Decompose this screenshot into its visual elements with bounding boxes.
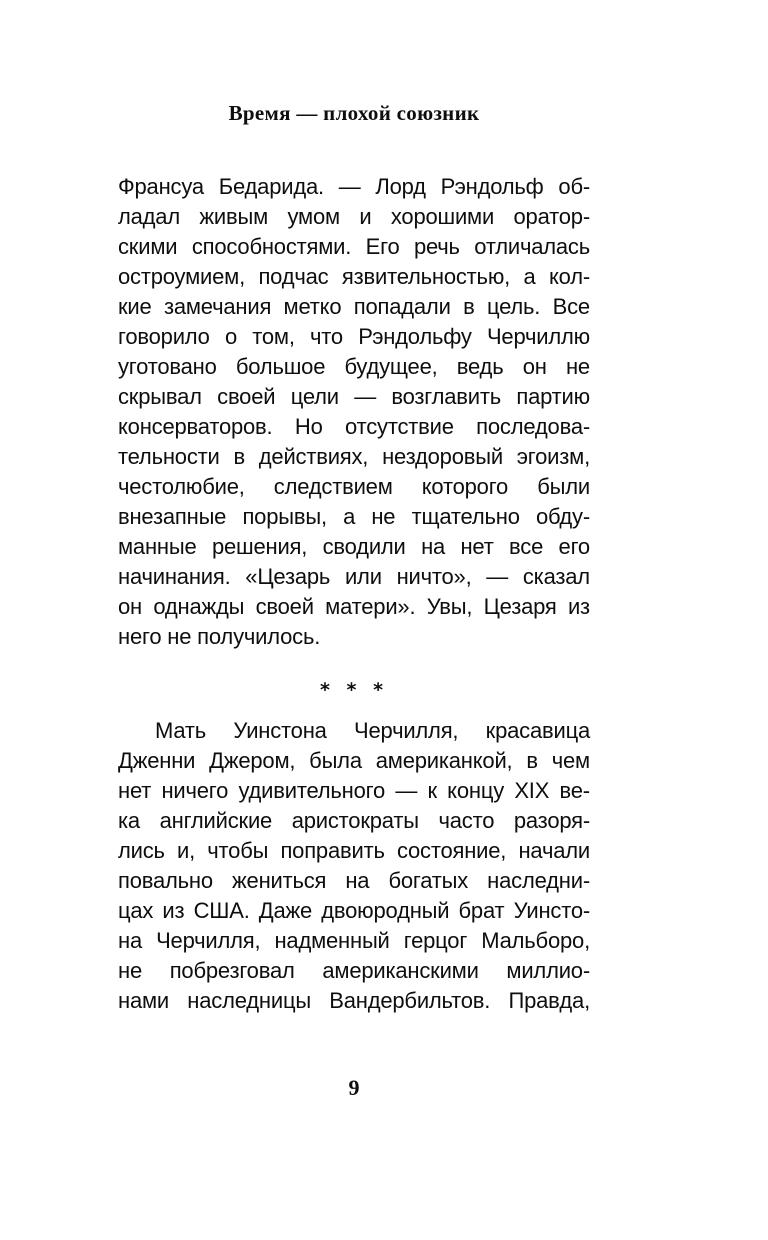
text-line: начинания. «Цезарь или ничто», — сказал [118,564,590,589]
text-line: не побрезговал американскими миллио- [118,958,590,983]
text-line: Дженни Джером, была американкой, в чем [118,748,590,773]
text-line: честолюбие, следствием которого были [118,474,590,499]
text-line: нами наследницы Вандербильтов. Правда, [118,988,590,1013]
text-line: уготовано большое будущее, ведь он не [118,354,590,379]
text-line: Франсуа Бедарида. — Лорд Рэндольф об- [118,174,590,199]
text-line: Мать Уинстона Черчилля, красавица [155,718,590,743]
text-line: тельности в действиях, нездоровый эгоизм, [118,444,590,469]
text-line: манные решения, сводили на нет все его [118,534,590,559]
section-separator: * * * [319,679,389,701]
paragraph-2 [118,716,590,1016]
text-line: на Черчилля, надменный герцог Мальборо, [118,928,590,953]
text-line: цах из США. Даже двоюродный брат Уинсто- [118,898,590,923]
page-number: 9 [348,1075,360,1100]
text-line: кие замечания метко попадали в цель. Все [118,294,590,319]
text-line: скрывал своей цели — возглавить партию [118,384,590,409]
text-line: него не получилось. [118,624,321,649]
text-line: скими способностями. Его речь отличалась [118,234,590,259]
text-line: говорило о том, что Рэндольфу Черчиллю [118,324,590,349]
text-line: остроумием, подчас язвительностью, а кол- [118,264,590,289]
running-header: Время — плохой союзник [228,101,480,125]
text-line: лись и, чтобы поправить состояние, начали [118,838,590,863]
text-line: он однажды своей матери». Увы, Цезаря из [118,594,590,619]
text-line: ка английские аристократы часто разоря- [118,808,590,833]
text-line: повально жениться на богатых наследни- [118,868,590,893]
text-line: внезапные порывы, а не тщательно обду- [118,504,590,529]
text-line: ладал живым умом и хорошими оратор- [118,204,590,229]
text-line: нет ничего удивительного — к концу XIX ве- [118,778,590,803]
paragraph-1 [118,172,590,652]
text-line: консерваторов. Но отсутствие последова- [118,414,590,439]
